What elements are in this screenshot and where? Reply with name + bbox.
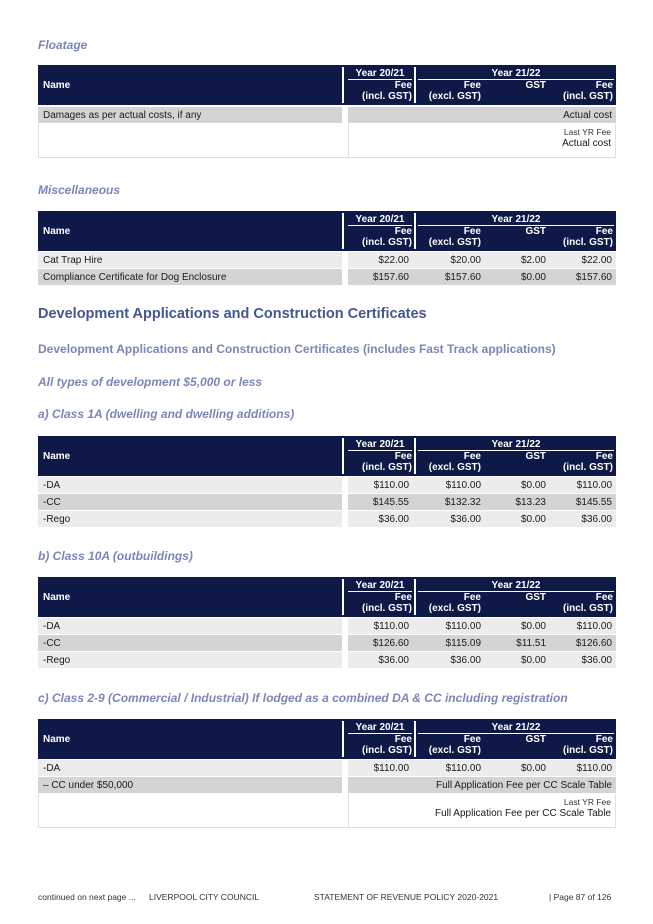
header-year-curr: Year 21/22: [491, 580, 541, 591]
header-year-curr: Year 21/22: [491, 722, 541, 733]
header-fee: Fee: [595, 80, 613, 91]
section-heading-miscellaneous: Miscellaneous: [38, 183, 121, 197]
header-year-prev: Year 20/21: [355, 214, 405, 225]
row-span-value: Full Application Fee per CC Scale Table: [435, 780, 612, 791]
section-title: Development Applications and Construction Certificates: [38, 306, 427, 322]
header-incl: (incl. GST): [362, 91, 412, 102]
header-incl: (incl. GST): [563, 745, 613, 756]
row-gst: $0.00: [520, 763, 546, 774]
header-fee: Fee: [394, 451, 412, 462]
header-underline: [418, 79, 614, 80]
header-excl: (excl. GST): [428, 603, 481, 614]
header-year-curr: Year 21/22: [491, 214, 541, 225]
header-gst: GST: [525, 451, 546, 462]
header-incl: (incl. GST): [563, 603, 613, 614]
row-name: Damages as per actual costs, if any: [43, 110, 202, 121]
header-year-prev: Year 20/21: [355, 439, 405, 450]
row-incl: $110.00: [576, 763, 612, 774]
row-gst: $13.23: [515, 497, 546, 508]
row-name: -DA: [43, 763, 61, 774]
header-year-prev: Year 20/21: [355, 722, 405, 733]
miscellaneous-table: [38, 211, 616, 286]
last-year-value: Full Application Fee per CC Scale Table: [434, 808, 611, 819]
header-fee: Fee: [463, 451, 481, 462]
row-prev: $22.00: [378, 255, 409, 266]
header-incl: (incl. GST): [362, 745, 412, 756]
last-year-value: Actual cost: [562, 138, 611, 149]
row-prev: $145.55: [372, 497, 409, 508]
header-excl: (excl. GST): [428, 237, 481, 248]
row-incl: $145.55: [575, 497, 612, 508]
table-row: [38, 777, 616, 794]
row-name: – CC under $50,000: [43, 780, 134, 791]
row-name: -Rego: [43, 655, 71, 666]
header-fee: Fee: [394, 226, 412, 237]
header-fee: Fee: [595, 592, 613, 603]
row-name: -CC: [43, 638, 61, 649]
table-header: [38, 65, 616, 105]
class-2-9-heading: c) Class 2-9 (Commercial / Industrial) If lodged as a combined DA & CC including registration: [38, 691, 568, 705]
header-fee: Fee: [463, 80, 481, 91]
header-name: Name: [43, 592, 71, 603]
row-excl: $36.00: [450, 655, 481, 666]
header-fee: Fee: [463, 226, 481, 237]
row-name: -DA: [43, 480, 61, 491]
header-gst: GST: [525, 734, 546, 745]
row-gst: $0.00: [520, 655, 546, 666]
table-row: [38, 252, 616, 269]
header-fee: Fee: [394, 592, 412, 603]
header-incl: (incl. GST): [362, 237, 412, 248]
last-year-fee-box: [38, 794, 616, 828]
header-year-curr: Year 21/22: [491, 439, 541, 450]
header-year-prev: Year 20/21: [355, 68, 405, 79]
header-fee: Fee: [394, 734, 412, 745]
header-gst: GST: [525, 226, 546, 237]
row-prev: $126.60: [372, 638, 409, 649]
footer-council: LIVERPOOL CITY COUNCIL: [149, 892, 260, 902]
category-title: All types of development $5,000 or less: [38, 375, 263, 389]
row-excl: $36.00: [450, 514, 481, 525]
row-gst: $0.00: [520, 480, 546, 491]
row-prev: $36.00: [378, 514, 409, 525]
footer-page-number: | Page 87 of 126: [549, 892, 612, 902]
row-excl: $20.00: [450, 255, 481, 266]
class-10a-table: [38, 577, 616, 669]
header-incl: (incl. GST): [362, 462, 412, 473]
table-header: [38, 577, 616, 617]
row-excl: $132.32: [444, 497, 481, 508]
last-year-label: Last YR Fee: [563, 797, 611, 807]
row-name: -DA: [43, 621, 61, 632]
row-excl: $115.09: [445, 638, 481, 649]
row-gst: $0.00: [520, 272, 546, 283]
row-prev: $110.00: [373, 480, 409, 491]
last-year-fee-box: [38, 124, 616, 158]
row-excl: $110.00: [445, 480, 481, 491]
header-divider: [342, 67, 344, 103]
header-year-curr: Year 21/22: [491, 68, 541, 79]
header-gst: GST: [525, 80, 546, 91]
row-gst: $11.51: [516, 638, 546, 649]
table-row: [38, 635, 616, 652]
row-incl: $126.60: [575, 638, 612, 649]
table-header: [38, 436, 616, 476]
subsection-title: Development Applications and Construction Certificates (includes Fast Track applications): [38, 342, 556, 356]
table-header: [38, 211, 616, 251]
header-name: Name: [43, 451, 71, 462]
header-incl: (incl. GST): [563, 237, 613, 248]
row-excl: $110.00: [445, 763, 481, 774]
header-incl: (incl. GST): [563, 91, 613, 102]
row-prev: $157.60: [372, 272, 409, 283]
header-fee: Fee: [463, 592, 481, 603]
floatage-table: [38, 65, 616, 158]
last-year-label: Last YR Fee: [563, 127, 611, 137]
row-name: -CC: [43, 497, 61, 508]
row-prev: $36.00: [378, 655, 409, 666]
section-heading-floatage: Floatage: [38, 38, 88, 52]
table-row: [38, 511, 616, 528]
row-prev: $110.00: [373, 763, 409, 774]
header-name: Name: [43, 734, 71, 745]
row-incl: $22.00: [581, 255, 612, 266]
header-incl: (incl. GST): [563, 462, 613, 473]
row-gst: $0.00: [520, 514, 546, 525]
header-excl: (excl. GST): [428, 745, 481, 756]
row-excl: $157.60: [444, 272, 481, 283]
row-incl: $36.00: [581, 514, 612, 525]
header-fee: Fee: [595, 451, 613, 462]
table-row: [38, 618, 616, 635]
row-gst: $0.00: [520, 621, 546, 632]
row-gst: $2.00: [520, 255, 546, 266]
header-excl: (excl. GST): [428, 91, 481, 102]
class-2-9-table: [38, 719, 616, 828]
row-incl: $157.60: [575, 272, 612, 283]
class-1a-table: [38, 436, 616, 528]
table-row: [38, 269, 616, 286]
row-incl: $36.00: [581, 655, 612, 666]
table-row: [38, 494, 616, 511]
header-incl: (incl. GST): [362, 603, 412, 614]
row-incl: $110.00: [576, 480, 612, 491]
row-span-value: Actual cost: [563, 110, 612, 121]
row-prev: $110.00: [373, 621, 409, 632]
footer-continued: continued on next page ...: [38, 892, 136, 902]
row-name: Cat Trap Hire: [43, 255, 103, 266]
row-name: -Rego: [43, 514, 71, 525]
table-row: [38, 760, 616, 777]
class-1a-heading: a) Class 1A (dwelling and dwelling additions): [38, 407, 295, 421]
header-fee: Fee: [394, 80, 412, 91]
table-row: [38, 477, 616, 494]
header-fee: Fee: [595, 226, 613, 237]
table-row: [38, 652, 616, 669]
row-name: Compliance Certificate for Dog Enclosure: [43, 272, 227, 283]
header-name: Name: [43, 80, 71, 91]
row-incl: $110.00: [576, 621, 612, 632]
footer-statement: STATEMENT OF REVENUE POLICY 2020-2021: [314, 892, 499, 902]
header-fee: Fee: [463, 734, 481, 745]
header-excl: (excl. GST): [428, 462, 481, 473]
class-10a-heading: b) Class 10A (outbuildings): [38, 549, 193, 563]
header-year-prev: Year 20/21: [355, 580, 405, 591]
header-gst: GST: [525, 592, 546, 603]
row-excl: $110.00: [445, 621, 481, 632]
header-name: Name: [43, 226, 71, 237]
table-row: [38, 107, 616, 124]
table-header: [38, 719, 616, 759]
header-fee: Fee: [595, 734, 613, 745]
